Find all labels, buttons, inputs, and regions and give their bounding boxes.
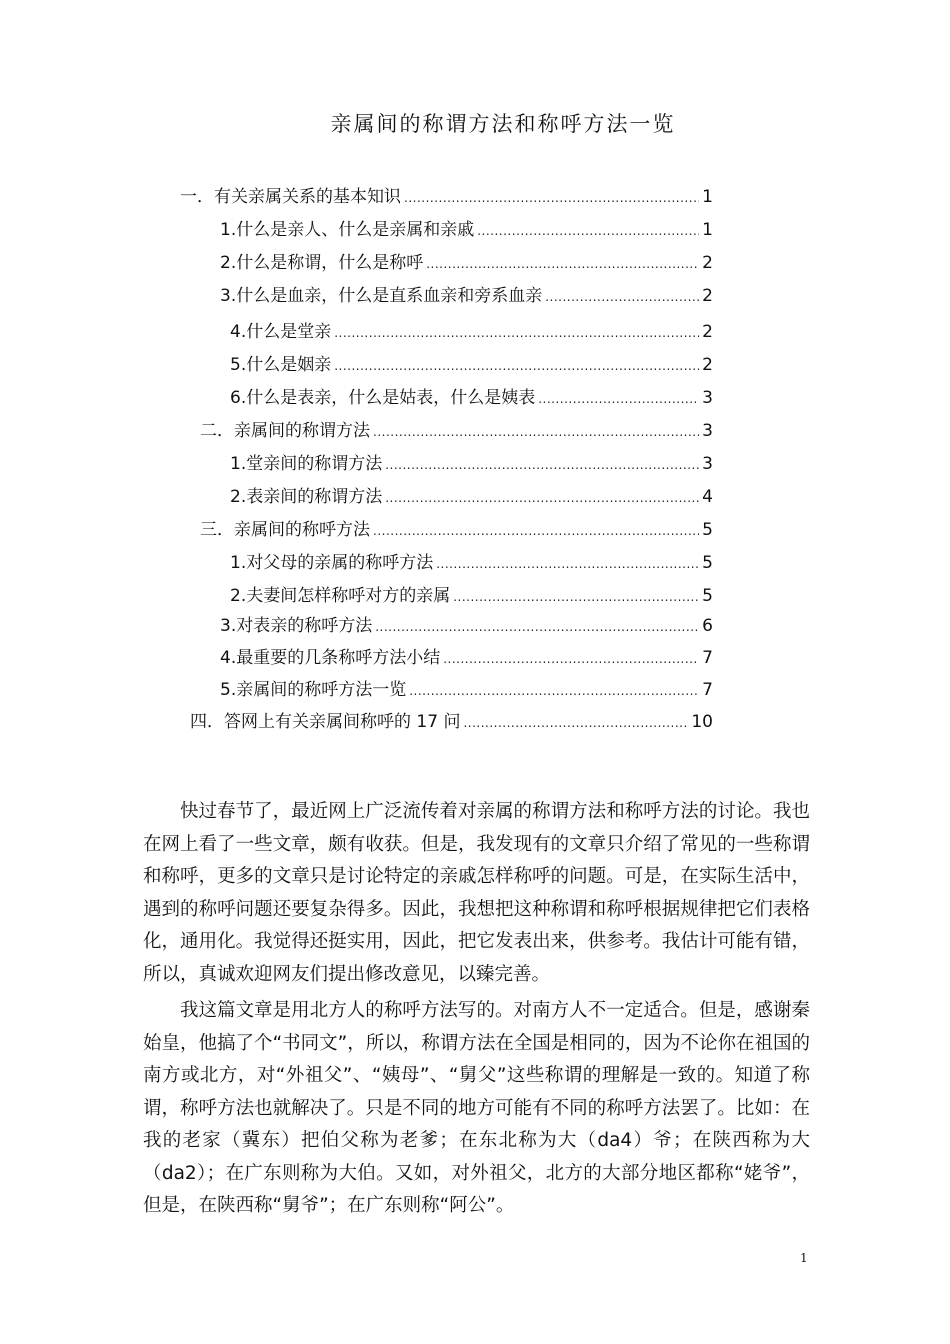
toc-leader-dots [545, 285, 699, 309]
toc-entry-text: 一．有关亲属关系的基本知识 [180, 187, 401, 207]
toc-leader-dots [426, 252, 699, 276]
toc-entry-page: 3 [702, 454, 713, 474]
toc-entry-page: 4 [702, 487, 713, 507]
toc-entry[interactable] [230, 386, 713, 410]
toc-leader-dots [436, 552, 699, 576]
toc-entry-text: 1.什么是亲人、什么是亲属和亲戚 [220, 220, 475, 240]
toc-leader-dots [373, 519, 699, 543]
body-paragraph: 我这篇文章是用北方人的称呼方法写的。对南方人不一定适合。但是，感谢秦始皇，他搞了个“书同文”，所以，称谓方法在全国是相同的，因为不论你在祖国的南方或北方，对“外祖父”、“姨母”、“舅父”这些称谓的理解是一致的。知道了称谓，称呼方法也就解决了。只是不同的地方可能有不同的称呼方法罢了。比如：在我的老家（冀东）把伯父称为老爹；在东北称为大（da4）爷；在陕西称为大（da2）；在广东则称为大伯。又如，对外祖父，北方的大部分地区都称“姥爷”，但是，在陕西称“舅爷”；在广东则称“阿公”。 [143, 1000, 810, 1216]
toc-entry[interactable] [220, 218, 713, 242]
toc-entry[interactable] [230, 584, 713, 608]
toc-entry[interactable] [190, 710, 713, 734]
toc-leader-dots [538, 387, 699, 411]
toc-entry[interactable] [230, 551, 713, 575]
toc-entry-page: 10 [691, 712, 713, 732]
toc-entry-text: 三．亲属间的称呼方法 [200, 520, 370, 540]
toc-leader-dots [334, 354, 699, 378]
toc-entry-text: 4.最重要的几条称呼方法小结 [220, 648, 441, 668]
toc-entry-text: 5.什么是姻亲 [230, 355, 332, 375]
toc-leader-dots [334, 321, 699, 345]
toc-entry-text: 1.堂亲间的称谓方法 [230, 454, 383, 474]
toc-entry-page: 2 [702, 253, 713, 273]
toc-entry-text: 5.亲属间的称呼方法一览 [220, 680, 407, 700]
toc-leader-dots [443, 647, 699, 671]
toc-entry-page: 5 [702, 586, 713, 606]
toc-leader-dots [375, 615, 699, 639]
body-text [143, 796, 810, 1227]
document-title: 亲属间的称谓方法和称呼方法一览 [330, 112, 676, 136]
page-number: 1 [800, 1251, 808, 1265]
toc-leader-dots [477, 219, 699, 243]
toc-entry-text: 2.表亲间的称谓方法 [230, 487, 383, 507]
toc-entry[interactable] [230, 353, 713, 377]
toc-leader-dots [385, 486, 699, 510]
toc-entry-page: 1 [702, 220, 713, 240]
toc-entry-page: 3 [702, 388, 713, 408]
toc-entry-page: 7 [702, 648, 713, 668]
toc-entry[interactable] [180, 185, 713, 209]
toc-entry-page: 7 [702, 680, 713, 700]
toc-leader-dots [453, 585, 699, 609]
toc-entry-page: 6 [702, 616, 713, 636]
toc-leader-dots [373, 420, 699, 444]
toc-entry-text: 3.对表亲的称呼方法 [220, 616, 373, 636]
toc-entry[interactable] [200, 419, 713, 443]
toc-entry-text: 1.对父母的亲属的称呼方法 [230, 553, 434, 573]
toc-entry-page: 2 [702, 286, 713, 306]
toc-entry[interactable] [230, 452, 713, 476]
toc-entry-text: 二．亲属间的称谓方法 [200, 421, 370, 441]
toc-entry[interactable] [220, 614, 713, 638]
toc-entry[interactable] [200, 518, 713, 542]
toc-entry-text: 3.什么是血亲，什么是直系血亲和旁系血亲 [220, 286, 543, 306]
toc-entry-page: 5 [702, 520, 713, 540]
toc-leader-dots [409, 679, 699, 703]
toc-entry-text: 2.夫妻间怎样称呼对方的亲属 [230, 586, 451, 606]
toc-entry-text: 四．答网上有关亲属间称呼的 17 问 [190, 712, 461, 732]
toc-entry[interactable] [220, 251, 713, 275]
toc-entry-text: 4.什么是堂亲 [230, 322, 332, 342]
toc-entry[interactable] [220, 678, 713, 702]
toc-entry[interactable] [220, 646, 713, 670]
toc-leader-dots [385, 453, 699, 477]
toc-entry[interactable] [230, 485, 713, 509]
toc-entry-page: 5 [702, 553, 713, 573]
toc-entry-page: 3 [702, 421, 713, 441]
toc-leader-dots [463, 711, 688, 735]
toc-entry-page: 2 [702, 322, 713, 342]
toc-leader-dots [404, 186, 699, 210]
toc-entry-page: 2 [702, 355, 713, 375]
toc-entry[interactable] [230, 320, 713, 344]
toc-entry-page: 1 [702, 187, 713, 207]
toc-entry[interactable] [220, 284, 713, 308]
toc-entry-text: 2.什么是称谓，什么是称呼 [220, 253, 424, 273]
body-paragraph: 快过春节了，最近网上广泛流传着对亲属的称谓方法和称呼方法的讨论。我也在网上看了一些文章，颇有收获。但是，我发现有的文章只介绍了常见的一些称谓和称呼，更多的文章只是讨论特定的亲戚怎样称呼的问题。可是，在实际生活中，遇到的称呼问题还要复杂得多。因此，我想把这种称谓和称呼根据规律把它们表格化，通用化。我觉得还挺实用，因此，把它发表出来，供参考。我估计可能有错，所以，真诚欢迎网友们提出修改意见，以臻完善。 [143, 801, 810, 985]
toc-entry-text: 6.什么是表亲，什么是姑表，什么是姨表 [230, 388, 536, 408]
